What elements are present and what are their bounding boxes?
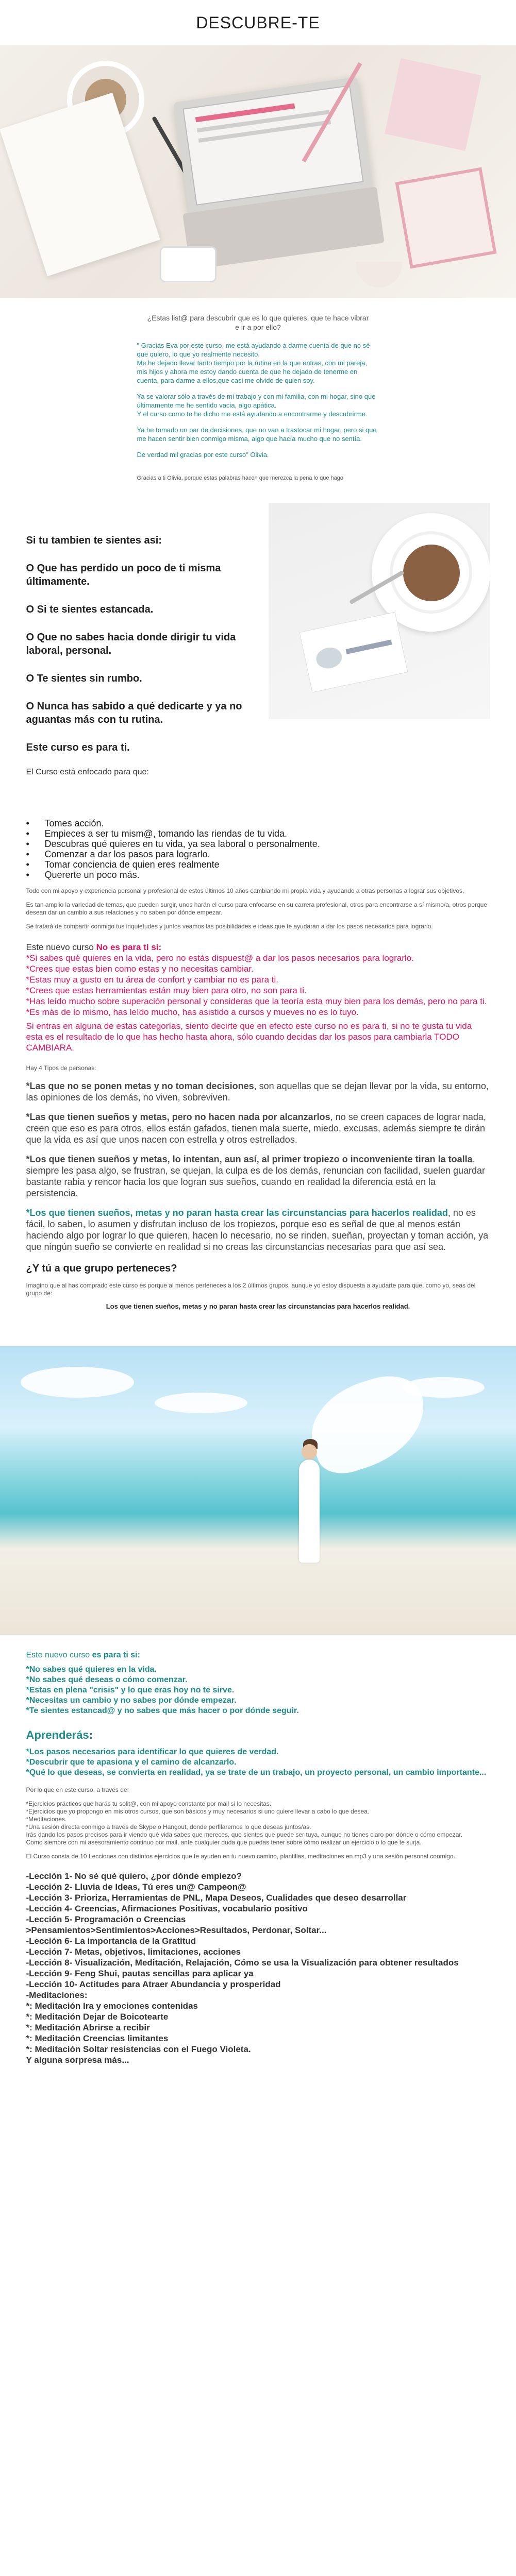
method-item: Irás dando los pasos precisos para ir viendo qué vida sabes que mereces, que sientes que puede ser tuya, aunque no tienes claro por dónde o cómo empezar. bbox=[26, 1831, 463, 1838]
meditation-item: *: Meditación Ira y emociones contenidas bbox=[26, 2001, 198, 2011]
page-title: DESCUBRE-TE bbox=[196, 13, 320, 32]
for-you-item: *No sabes qué quieres en la vida. bbox=[26, 1665, 157, 1674]
not-for-item: *Estas muy a gusto en tu área de confort y cambiar no es para ti. bbox=[26, 975, 278, 985]
meditation-item: *: Meditación Soltar resistencias con el Fuego Violeta. bbox=[26, 2044, 251, 2054]
method-item: Como siempre con mi asesoramiento continuo por mail, ante cualquier duda que puedas tener sobre cómo realizar un ejercicio o lo que te surja. bbox=[26, 1839, 422, 1846]
for-you-lead-bold: es para ti si: bbox=[92, 1651, 140, 1659]
lesson-item: -Lección 9- Feng Shui, pautas sencillas para aplicar ya bbox=[26, 1969, 254, 1978]
course-bullet: • Empieces a ser tu mism@, tomando las riendas de tu vida. bbox=[26, 828, 490, 839]
type-paragraph-text: , no es fácil, lo saben, lo asumen y disfrutan incluso de los tropiezos, porque eso es señal de que al menos están haciendo algo por lograr lo que quieren, hacen lo necesario, no se rinden, sueñan, proyectan y toman acción, ya que ningún sueño se convierte en realidad si no creas las circunstancias necesarias para que así sea. bbox=[26, 1208, 489, 1252]
meditation-item: *: Meditación Abrirse a recibir bbox=[26, 2023, 150, 2032]
testimonial-line: Ya he tomado un par de decisiones, que no van a trastocar mi hogar, pero si que me hacen sentir bien conmigo misma, algo que hacía mucho que no sentía. bbox=[137, 426, 377, 443]
type-paragraph-bold: *Las que tienen sueños y metas, pero no hacen nada por alcanzarlos bbox=[26, 1112, 330, 1122]
business-card-shape bbox=[299, 612, 408, 693]
lesson-item: -Lección 4- Creencias, Afirmaciones Positivas, vocabulario positivo bbox=[26, 1904, 308, 1913]
lesson-item: -Lección 5- Programación o Creencias bbox=[26, 1914, 186, 1924]
thanks-note: Gracias a ti Olivia, porque estas palabras hacen que merezca la pena lo que hago bbox=[137, 475, 344, 481]
not-for-item: *Si sabes qué quieres en la vida, pero no estás dispuest@ a dar los pasos necesarios para lograrlo. bbox=[26, 953, 414, 963]
sign-item: O Que no sabes hacia donde dirigir tu vida laboral, personal. bbox=[26, 632, 236, 656]
type-paragraph-text: , siempre les pasa algo, se frustran, se quejan, la culpa es de los demás, renuncian con facilidad, suelen guardar bastante rabia y rencor hacia los que logran sus sueños, cuando en realidad la diferencia está en la persistencia. bbox=[26, 1154, 486, 1198]
gift-box-shape bbox=[395, 167, 497, 269]
not-for-lead-text: Este nuevo curso bbox=[26, 942, 96, 952]
card-logo-shape bbox=[314, 645, 343, 671]
course-bullet: • Quererte un poco más. bbox=[26, 870, 490, 880]
hero-desk-image bbox=[0, 45, 516, 298]
woman-figure bbox=[289, 1423, 330, 1578]
signs-list bbox=[26, 503, 263, 754]
method-intro: Por lo que en este curso, a través de: bbox=[26, 1786, 129, 1793]
not-for-closing: Si entras en alguna de estas categorías, siento decirte que en efecto este curso no es para ti, si no te gusta tu vida esta es el resultado de lo que has hecho hasta ahora, sólo cuando decidas dar los pasos para cambiarla TODO CAMBIARA. bbox=[26, 1021, 472, 1053]
learn-item: *Descubrir que te apasiona y el camino de alcanzarlo. bbox=[26, 1758, 237, 1767]
coffee-card-image bbox=[269, 503, 490, 719]
for-you-item: *Necesitas un cambio y no sabes por dónde empezar. bbox=[26, 1696, 237, 1705]
learn-heading: Aprenderás: bbox=[26, 1728, 93, 1741]
meditation-item: *: Meditación Dejar de Boicotearte bbox=[26, 2012, 169, 2022]
type-paragraph-bold: *Los que tienen sueños, metas y no paran hasta crear las circunstancias para hacerlos realidad bbox=[26, 1208, 448, 1218]
learn-item: *Los pasos necesarios para identificar lo que quieres de verdad. bbox=[26, 1748, 279, 1756]
type-paragraph bbox=[26, 1207, 490, 1252]
testimonial-line: " Gracias Eva por este curso, me está ayudando a darme cuenta de que no sé que quiero, lo que yo realmente necesito. bbox=[137, 342, 370, 358]
not-for-lead-bold: No es para ti si: bbox=[96, 942, 162, 952]
signs-closing bbox=[26, 741, 263, 754]
intro-question: ¿Estas list@ para descubrir que es lo que quieres, que te hace vibrar e ir a por ello? bbox=[147, 314, 369, 331]
course-bullet: • Comenzar a dar los pasos para lograrlo. bbox=[26, 849, 490, 859]
course-bullet: • Descubras qué quieres en tu vida, ya sea laboral o personalmente. bbox=[26, 839, 490, 849]
meditation-item: *: Meditación Creencias limitantes bbox=[26, 2033, 169, 2043]
course-structure: El Curso consta de 10 Lecciones con distintos ejercicios que te ayuden en tu nuevo camino, plantillas, meditaciones en mp3 y una sesión personal conmigo. bbox=[26, 1853, 455, 1860]
group-question: ¿Y tú a que grupo perteneces? bbox=[26, 1263, 177, 1274]
screen-text-line bbox=[198, 120, 331, 143]
method-item: *Ejercicios prácticos que harás tu solit@, con mi apoyo constante por mail si lo necesitas. bbox=[26, 1800, 272, 1807]
for-you-section bbox=[26, 1650, 490, 1716]
course-bullet: • Tomar conciencia de quien eres realmente bbox=[26, 859, 490, 870]
phone-shape bbox=[160, 246, 217, 282]
signs-closing-prefix: Este curso es para bbox=[26, 742, 121, 753]
cloud-shape bbox=[155, 1393, 247, 1413]
type-paragraph bbox=[26, 1080, 490, 1103]
signs-section bbox=[26, 503, 490, 754]
bowl-shape bbox=[356, 262, 402, 287]
card-text-shape bbox=[345, 639, 392, 654]
testimonial-line: Me he dejado llevar tanto tiempo por la rutina en la que entras, con mi pareja, mis hijos y ahora me estoy dando cuenta de que he dejado de tenerme en cuenta, para darme a ellos,que casi me olvido de quien soy. bbox=[137, 359, 368, 384]
lesson-item: -Lección 7- Metas, objetivos, limitaciones, acciones bbox=[26, 1947, 241, 1957]
course-share: Se tratará de compartir conmigo tus inquietudes y juntos veamos las posibilidades e ideas que te ayudaran a dar los pasos necesarios para lograrlo. bbox=[26, 923, 433, 930]
not-for-item: *Crees que estas bien como estas y no necesitas cambiar. bbox=[26, 964, 254, 974]
method-item: *Meditaciones. bbox=[26, 1816, 67, 1823]
sign-item: O Te sientes sin rumbo. bbox=[26, 673, 142, 684]
lesson-item: >Pensamientos>Sentimientos>Acciones>Resultados, Perdonar, Soltar... bbox=[26, 1925, 327, 1935]
type-paragraph bbox=[26, 1111, 490, 1145]
type-paragraph-text: , no se creen capaces de lograr nada, creen que eso es para otros, ellos están gafados, tienen mala suerte, miedo, excusas, además siempre te dirán que la vida es así que unos nacen con estrella y otros estrellados. bbox=[26, 1112, 486, 1145]
beach-woman-image bbox=[0, 1346, 516, 1635]
lessons-closing: Y alguna sorpresa más... bbox=[26, 2055, 129, 2065]
type-paragraph-text: , son aquellas que se dejan llevar por la vida, su entorno, las opiniones de los demás, no viven, sobreviven. bbox=[26, 1081, 489, 1103]
lesson-item: -Lección 8- Visualización, Meditación, Relajación, Cómo se usa la Visualización para obtener resultados bbox=[26, 1958, 459, 1968]
lesson-item: -Lección 1- No sé qué quiero, ¿por dónde empiezo? bbox=[26, 1871, 242, 1881]
lesson-item: -Lección 3- Prioriza, Herramientas de PNL, Mapa Deseos, Cualidades que deseo desarrollar bbox=[26, 1893, 407, 1903]
group-aspiration: Imagino que al has comprado este curso es porque al menos perteneces a los 2 últimos grupos, aunque yo estoy dispuesta a ayudarte para que, como yo, seas del grupo de: bbox=[26, 1282, 476, 1297]
for-you-lead bbox=[26, 1650, 490, 1660]
type-paragraph-bold: *Las que no se ponen metas y no toman decisiones bbox=[26, 1081, 254, 1091]
sign-item: O Si te sientes estancada. bbox=[26, 604, 154, 615]
course-scope: Es tan amplio la variedad de temas, que pueden surgir, unos harán el curso para enfocarse en su carrera profesional, otros para encontrarse a sí mismo/a, otros porque desean dar un cambio a sus relaciones y no saben por dónde empezar. bbox=[26, 901, 487, 916]
for-you-item: *No sabes qué deseas o cómo comenzar. bbox=[26, 1675, 188, 1684]
not-for-item: *Es más de lo mismo, has leído mucho, has asistido a cursos y mueves no es lo tuyo. bbox=[26, 1007, 359, 1017]
gift-box-shape bbox=[385, 58, 481, 151]
lesson-item: -Meditaciones: bbox=[26, 1990, 88, 2000]
course-experience: Todo con mi apoyo y experiencia personal y profesional de estos últimos 10 años cambiando mi propia vida y ayudando a otras personas a lograr sus objetivos. bbox=[26, 887, 464, 894]
page-header bbox=[0, 0, 516, 45]
sign-item: O Que has perdido un poco de ti misma últimamente. bbox=[26, 563, 221, 587]
course-focus-line: El Curso está enfocado para que: bbox=[26, 768, 149, 776]
learn-section bbox=[26, 1728, 490, 1860]
lesson-item: -Lección 10- Actitudes para Atraer Abundancia y prosperidad bbox=[26, 1979, 281, 1989]
woman-dress bbox=[299, 1460, 320, 1563]
signs-closing-bold: ti. bbox=[120, 742, 130, 753]
type-paragraph bbox=[26, 1154, 490, 1199]
method-item: *Ejercicios que yo propongo en mis otros cursos, que son básicos y muy necesarios si uno quiere llevar a cabo lo que desea. bbox=[26, 1808, 370, 1815]
not-for-section bbox=[26, 942, 490, 1053]
course-bullets bbox=[26, 818, 490, 880]
testimonial-line: Y el curso como te he dicho me está ayudando a encontrarme y descubrirme. bbox=[137, 410, 368, 418]
cloud-shape bbox=[21, 1367, 134, 1398]
types-heading: Hay 4 Tipos de personas: bbox=[26, 1064, 96, 1072]
for-you-item: *Te sientes estancad@ y no sabes que más hacer o por dónde seguir. bbox=[26, 1706, 299, 1715]
lesson-item: -Lección 6- La importancia de la Gratitud bbox=[26, 1936, 196, 1946]
sign-item: O Nunca has sabido a qué dedicarte y ya no aguantas más con tu rutina. bbox=[26, 701, 242, 725]
for-you-item: *Estas en plena "crisis" y lo que eras hoy no te sirve. bbox=[26, 1686, 235, 1694]
lesson-item: -Lección 2- Lluvia de Ideas, Tú eres un@ Campeon@ bbox=[26, 1882, 246, 1892]
testimonial-line: De verdad mil gracias por este curso" Olivia. bbox=[137, 451, 269, 459]
not-for-lead bbox=[26, 942, 490, 953]
testimonial-line: Ya se valorar sólo a través de mi trabajo y con mi familia, con mi hogar, sino que últimamente me he sentido vacia, algo apática. bbox=[137, 393, 376, 409]
method-item: *Una sesión directa conmigo a través de Skype o Hangout, donde perfilaremos lo que deseas juntos/as. bbox=[26, 1823, 311, 1831]
lessons-list bbox=[26, 1871, 490, 2065]
testimonial bbox=[137, 341, 379, 459]
group-final: Los que tienen sueños, metas y no paran hasta crear las circunstancias para hacerlos realidad. bbox=[106, 1302, 410, 1310]
type-paragraph-bold: *Los que tienen sueños y metas, lo intentan, aun así, al primer tropiezo o inconveniente tiran la toalla bbox=[26, 1154, 473, 1164]
not-for-item: *Crees que estas herramientas están muy bien para otro, no son para ti. bbox=[26, 986, 307, 995]
learn-item: *Qué lo que deseas, se convierta en realidad, ya se trate de un trabajo, un proyecto personal, un cambio importante... bbox=[26, 1768, 487, 1777]
for-you-lead-text: Este nuevo curso bbox=[26, 1651, 92, 1659]
course-bullet: • Tomes acción. bbox=[26, 818, 490, 828]
not-for-item: *Has leído mucho sobre superación personal y consideras que la teoría esta muy bien para los demás, pero no para ti. bbox=[26, 996, 487, 1006]
woman-head bbox=[302, 1444, 317, 1460]
signs-heading: Si tu tambien te sientes asi: bbox=[26, 535, 162, 546]
